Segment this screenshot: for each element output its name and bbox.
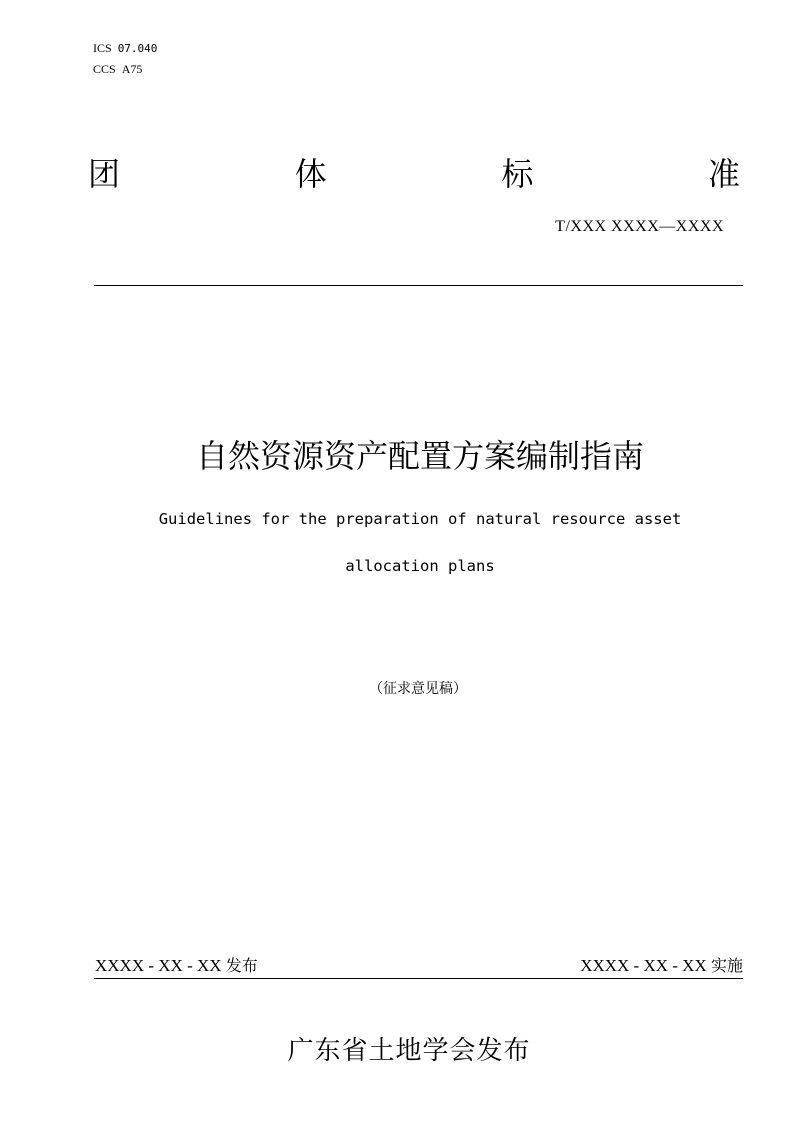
top-divider [94, 285, 743, 286]
title-en-line: allocation plans [345, 557, 495, 575]
release-date [95, 955, 258, 977]
ccs-line [93, 59, 157, 80]
ics-label: ICS [93, 41, 112, 55]
document-title-en [140, 496, 700, 590]
release-label: 发布 [225, 956, 258, 975]
document-title-cn: 自然资源资产配置方案编制指南 [195, 437, 644, 475]
implementation-label: 实施 [710, 956, 743, 975]
ccs-label: CCS [93, 62, 116, 76]
publisher: 广东省土地学会发布 [287, 1036, 531, 1066]
standard-type-char: 标 [501, 155, 534, 193]
implementation-date [580, 955, 743, 977]
draft-stage: （征求意见稿） [369, 681, 467, 697]
ccs-code: A75 [121, 62, 143, 76]
title-en-line: Guidelines for the preparation of natural resource asset [158, 510, 682, 528]
standard-type-heading [88, 152, 740, 196]
ics-code: 07.040 [117, 42, 158, 55]
bottom-divider [94, 978, 743, 979]
standard-number: T/XXX XXXX—XXXX [555, 218, 724, 235]
ics-line [93, 38, 157, 59]
date-row [95, 955, 743, 977]
standard-type-char: 准 [707, 155, 740, 193]
standard-type-char: 团 [88, 155, 121, 193]
classification-codes [93, 38, 157, 80]
standard-type-char: 体 [294, 155, 327, 193]
release-date-value: XXXX - XX - XX [95, 956, 222, 975]
implementation-date-value: XXXX - XX - XX [580, 956, 707, 975]
